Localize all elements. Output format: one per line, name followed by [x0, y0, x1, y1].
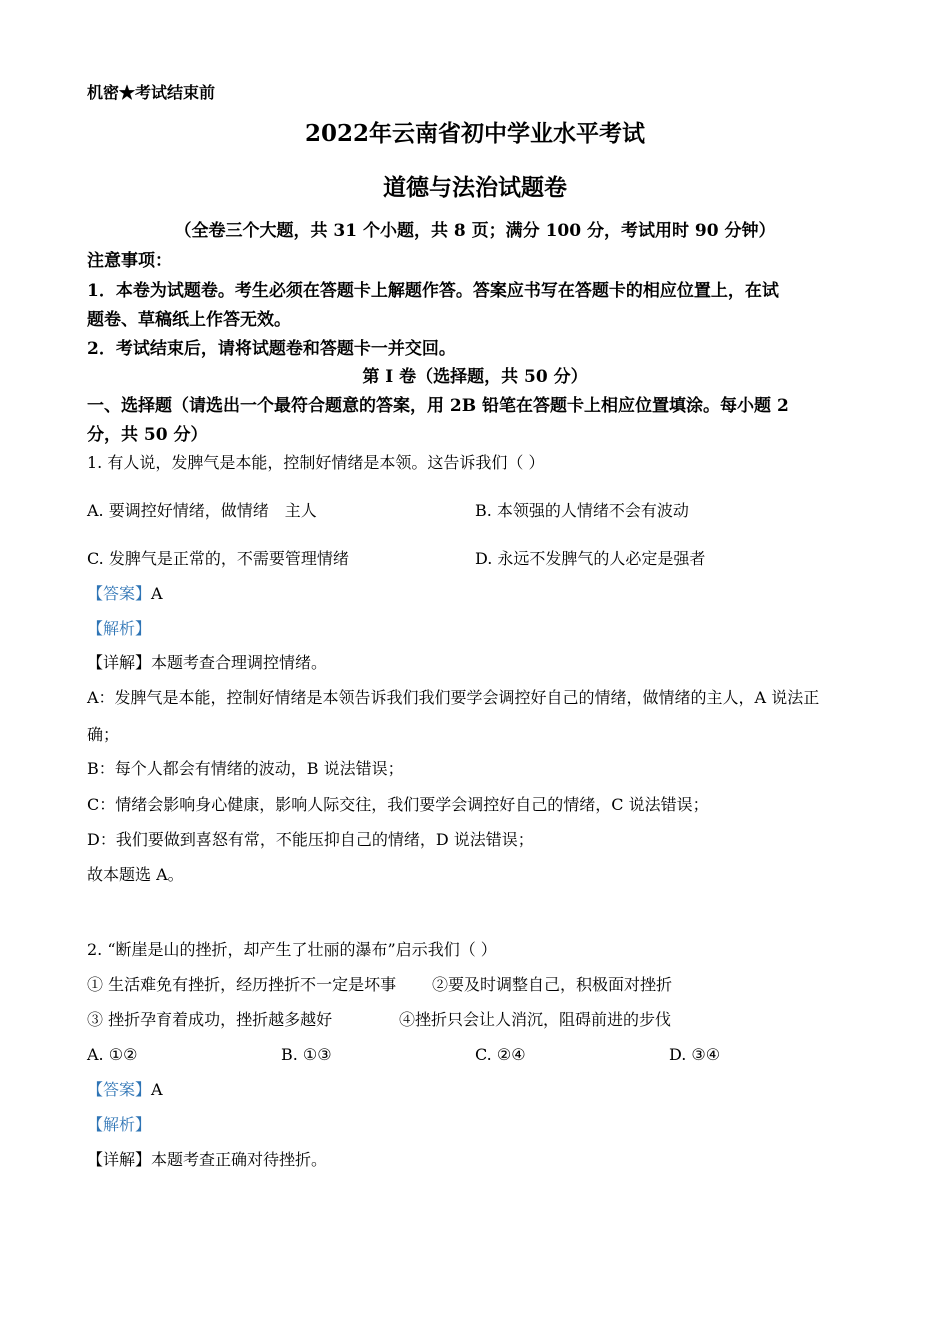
- q1-answer-tag: 【答案】: [87, 584, 152, 603]
- q1-stem: 1. 有人说，发脾气是本能，控制好情绪是本领。这告诉我们（ ）: [87, 453, 545, 472]
- notes-item-1-line-1: 1．本卷为试题卷。考生必须在答题卡上解题作答。答案应书写在答题卡的相应位置上，在试: [87, 281, 779, 301]
- q1-option-b: B. 本领强的人情绪不会有波动: [475, 501, 689, 520]
- q2-detail: 【详解】本题考查正确对待挫折。: [87, 1150, 328, 1169]
- section-intro-line-2: 分，共 50 分）: [87, 425, 208, 445]
- q1-option-d: D. 永远不发脾气的人必定是强者: [475, 549, 706, 568]
- q2-option-d: D. ③④: [669, 1045, 721, 1064]
- q1-conclusion: 故本题选 A。: [87, 865, 184, 884]
- notes-heading: 注意事项：: [87, 251, 172, 271]
- q2-option-b: B. ①③: [281, 1045, 332, 1064]
- q1-explain-c: C：情绪会影响身心健康，影响人际交往，我们要学会调控好自己的情绪，C 说法错误；: [87, 795, 709, 814]
- q1-answer-row: [87, 584, 163, 604]
- q1-answer: A: [151, 584, 163, 603]
- confidential-mark: 机密★考试结束前: [87, 83, 216, 102]
- section-intro-line-1: 一、选择题（请选出一个最符合题意的答案，用 2B 铅笔在答题卡上相应位置填涂。每小题 2: [87, 396, 789, 416]
- notes-item-1-line-2: 题卷、草稿纸上作答无效。: [87, 310, 291, 330]
- q1-detail: 【详解】本题考查合理调控情绪。: [87, 653, 328, 672]
- part-title: 第 I 卷（选择题，共 50 分）: [362, 367, 588, 387]
- exam-subject: 道德与法治试题卷: [383, 174, 567, 201]
- q1-explain-a-line-1: A：发脾气是本能，控制好情绪是本领告诉我们我们要学会调控好自己的情绪，做情绪的主人，A 说法正: [87, 688, 820, 707]
- q1-explain-a-line-2: 确；: [87, 725, 120, 744]
- q2-answer-row: [87, 1080, 163, 1100]
- q2-statement-3: ③ 挫折孕育着成功，挫折越多越好: [87, 1010, 333, 1029]
- q2-answer: A: [151, 1080, 163, 1099]
- exam-info: （全卷三个大题，共 31 个小题，共 8 页；满分 100 分，考试用时 90 分钟）: [174, 221, 776, 241]
- q2-statement-4: ④挫折只会让人消沉，阻碍前进的步伐: [399, 1010, 672, 1029]
- q1-analysis-tag: 【解析】: [87, 619, 152, 638]
- q2-answer-tag: 【答案】: [87, 1080, 152, 1099]
- q1-option-a: A. 要调控好情绪，做情绪 主人: [87, 501, 317, 520]
- q2-analysis-tag: 【解析】: [87, 1115, 152, 1134]
- q2-statement-2: ②要及时调整自己，积极面对挫折: [432, 975, 673, 994]
- q2-option-a: A. ①②: [87, 1045, 138, 1064]
- q1-option-c: C. 发脾气是正常的，不需要管理情绪: [87, 549, 349, 568]
- q1-explain-b: B：每个人都会有情绪的波动，B 说法错误；: [87, 759, 404, 778]
- notes-item-2: 2．考试结束后，请将试题卷和答题卡一并交回。: [87, 339, 456, 359]
- q2-stem: 2. “断崖是山的挫折，却产生了壮丽的瀑布”启示我们（ ）: [87, 940, 497, 959]
- q1-explain-d: D：我们要做到喜怒有常，不能压抑自己的情绪，D 说法错误；: [87, 830, 534, 849]
- exam-title: 2022年云南省初中学业水平考试: [304, 120, 645, 147]
- q2-option-c: C. ②④: [475, 1045, 526, 1064]
- q2-statement-1: ① 生活难免有挫折，经历挫折不一定是坏事: [87, 975, 397, 994]
